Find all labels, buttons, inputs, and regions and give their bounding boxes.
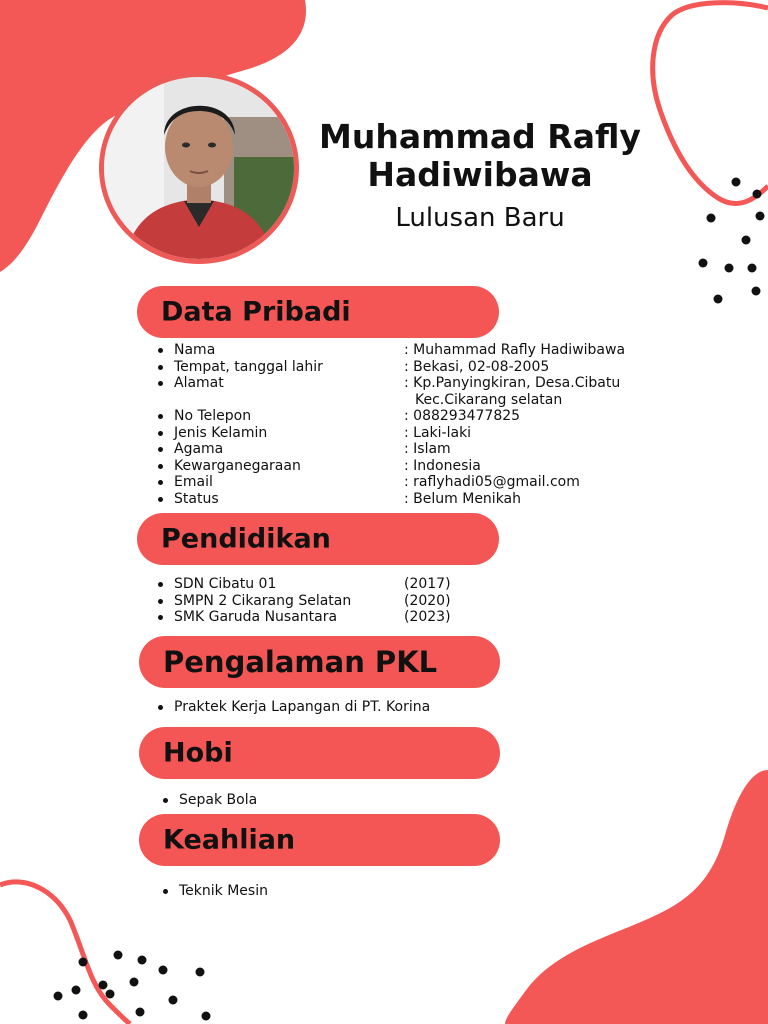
value-kewarganegaraan: : Indonesia xyxy=(404,457,481,474)
bottom-right-blob xyxy=(505,770,768,1024)
pkl-item: Praktek Kerja Lapangan di PT. Korina xyxy=(156,699,430,716)
hobby-item: Sepak Bola xyxy=(161,792,257,809)
education-item: SMK Garuda Nusantara xyxy=(156,609,351,626)
value-alamat-cont: Kec.Cikarang selatan xyxy=(415,391,563,408)
education-item: SDN Cibatu 01 xyxy=(156,576,351,593)
section-header-hobi xyxy=(139,727,500,779)
section-title-pkl: Pengalaman PKL xyxy=(163,645,438,679)
skill-list xyxy=(161,883,268,900)
skill-item: Teknik Mesin xyxy=(161,883,268,900)
label-ttl: Tempat, tanggal lahir xyxy=(156,359,323,376)
value-alamat: : Kp.Panyingkiran, Desa.Cibatu xyxy=(404,375,621,391)
profile-photo xyxy=(99,72,299,264)
education-year: (2017) xyxy=(404,576,451,592)
education-year: (2020) xyxy=(404,592,451,609)
section-header-pkl xyxy=(139,636,500,688)
label-email: Email xyxy=(156,474,323,491)
section-title-pendidikan: Pendidikan xyxy=(161,523,331,555)
value-jenis-kelamin: : Laki-laki xyxy=(404,424,472,441)
value-agama: : Islam xyxy=(404,441,451,457)
value-nama: : Muhammad Rafly Hadiwibawa xyxy=(404,342,626,358)
label-status: Status xyxy=(156,491,323,508)
full-name-line2: Hadiwibawa xyxy=(367,155,593,194)
section-header-keahlian xyxy=(139,814,500,866)
dots-top-right xyxy=(699,178,765,304)
section-title-hobi: Hobi xyxy=(163,737,233,769)
bottom-left-curve xyxy=(0,882,130,1024)
label-telepon: No Telepon xyxy=(156,408,323,425)
personal-data-values xyxy=(404,342,625,507)
top-right-curve xyxy=(653,3,768,204)
portrait-image xyxy=(104,77,294,259)
personal-data-labels xyxy=(156,342,323,507)
value-status: : Belum Menikah xyxy=(404,490,522,507)
dots-bottom-left xyxy=(54,951,211,1021)
section-header-data-pribadi xyxy=(137,286,499,338)
label-agama: Agama xyxy=(156,441,323,458)
value-email: : raflyhadi05@gmail.com xyxy=(404,474,580,490)
full-name-line1: Muhammad Rafly xyxy=(319,117,641,156)
label-nama: Nama xyxy=(156,342,323,359)
education-year: (2023) xyxy=(404,609,451,625)
label-kewarganegaraan: Kewarganegaraan xyxy=(156,458,323,475)
full-name xyxy=(300,118,660,194)
pkl-list xyxy=(156,699,430,716)
label-alamat: Alamat xyxy=(156,375,323,392)
value-ttl: : Bekasi, 02-08-2005 xyxy=(404,358,550,375)
label-jenis-kelamin: Jenis Kelamin xyxy=(156,425,323,442)
section-header-pendidikan xyxy=(137,513,499,565)
hobby-list xyxy=(161,792,257,809)
education-list xyxy=(156,576,351,626)
section-title-keahlian: Keahlian xyxy=(163,824,296,856)
education-years xyxy=(404,576,451,626)
job-title: Lulusan Baru xyxy=(395,203,565,233)
education-item: SMPN 2 Cikarang Selatan xyxy=(156,593,351,610)
value-telepon: : 088293477825 xyxy=(404,408,521,424)
section-title-data-pribadi: Data Pribadi xyxy=(161,296,351,328)
